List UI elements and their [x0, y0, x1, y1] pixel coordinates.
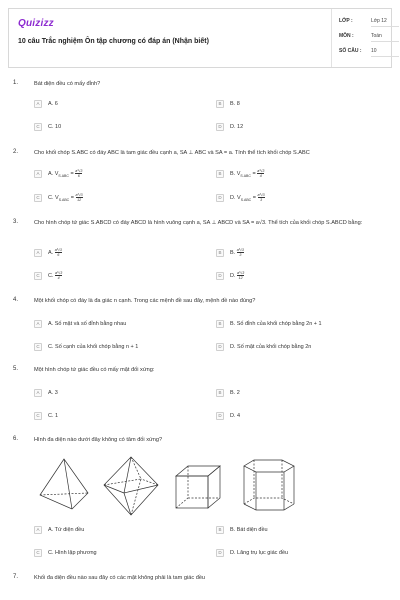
class-label: LỚP :: [339, 18, 353, 24]
fraction: $\frac{\text{a³√3}}{4}$: [55, 271, 63, 280]
question-number: 6.: [13, 436, 19, 442]
option-letter: D: [216, 412, 224, 420]
option-text: C. Số cạnh của khối chóp bằng n + 1: [48, 343, 139, 350]
q1-option-b[interactable]: [216, 98, 240, 109]
subject-value: Toán: [371, 33, 382, 39]
class-underline: [371, 26, 399, 27]
q6-option-b[interactable]: [216, 524, 268, 535]
option-letter: C: [34, 272, 42, 280]
count-label: SỐ CÂU :: [339, 48, 362, 54]
option-letter: D: [216, 194, 224, 202]
option-letter: C: [34, 549, 42, 557]
option-text: C. $V_{S.ABC}$ = $\frac{\text{a³√3}}{12}$: [48, 192, 83, 203]
option-text: B. $V_{S.ABC}$ = $\frac{\text{a³√3}}{4}$: [230, 168, 265, 179]
option-text: C. 10: [48, 123, 62, 130]
q1-option-c[interactable]: [34, 121, 61, 132]
option-text: C. Hình lập phương: [48, 549, 97, 556]
quizizz-logo: Quizizz: [18, 18, 54, 29]
q2-option-d[interactable]: [216, 192, 265, 203]
question-text: Cho khối chóp S.ABC có đáy ABC là tam giác đều cạnh a, SA ⊥ ABC và SA = a. Tính thể tích khối chóp S.ABC: [34, 150, 310, 156]
question-number: 3.: [13, 219, 19, 225]
option-text: C. 1: [48, 412, 59, 419]
option-text: B. Bát diện đều: [230, 526, 268, 533]
option-text: B. 2: [230, 389, 240, 396]
option-letter: C: [34, 123, 42, 131]
option-text: D. $\frac{\text{a³√3}}{12}$: [230, 271, 245, 280]
fraction: $\frac{\text{a³√3}}{12}$: [75, 192, 83, 202]
q4-option-a[interactable]: [34, 318, 126, 329]
option-text: A. $V_{S.ABC}$ = $\frac{\text{a³√3}}{6}$: [48, 168, 83, 179]
option-letter: B: [216, 249, 224, 257]
q5-option-b[interactable]: [216, 387, 240, 398]
q5-option-a[interactable]: [34, 387, 58, 398]
q2-option-b[interactable]: [216, 168, 264, 179]
option-letter: A: [34, 249, 42, 257]
question-text: Cho hình chóp tứ giác S.ABCD có đáy ABCD là hình vuông cạnh a, SA ⊥ ABCD và SA = a√3. Thể tích của khối chóp S.ABCD bằng:: [34, 220, 363, 226]
q6-option-c[interactable]: [34, 547, 97, 558]
q3-option-c[interactable]: [34, 270, 62, 281]
question-text: Một hình chóp tứ giác đều có mấy mặt đối xứng:: [34, 367, 155, 373]
q4-option-d[interactable]: [216, 341, 311, 352]
q3-option-b[interactable]: [216, 247, 244, 258]
option-letter: D: [216, 549, 224, 557]
q4-option-c[interactable]: [34, 341, 138, 352]
question-text: Khối đa diện đều nào sau đây có các mặt không phải là tam giác đều: [34, 575, 206, 581]
option-letter: B: [216, 389, 224, 397]
option-letter: A: [34, 389, 42, 397]
option-text: C. $\frac{\text{a³√3}}{4}$: [48, 271, 63, 280]
q1-option-d[interactable]: [216, 121, 243, 132]
q3-option-a[interactable]: [34, 247, 62, 258]
fraction: $\frac{\text{a³√3}}{6}$: [54, 248, 62, 257]
option-text: A. 3: [48, 389, 58, 396]
subject-underline: [371, 41, 399, 42]
count-underline: [371, 56, 399, 57]
question-text: Hình đa diện nào dưới đây không có tâm đối xứng?: [34, 437, 163, 443]
option-letter: A: [34, 170, 42, 178]
cube-figure: [172, 462, 224, 514]
option-text: D. $V_{S.ABC}$ = $\frac{\text{a³√3}}{3}$: [230, 192, 265, 203]
subject-label: MÔN :: [339, 33, 354, 39]
question-number: 5.: [13, 366, 19, 372]
hexagonal-prism-figure: [240, 456, 300, 518]
q5-option-d[interactable]: [216, 410, 240, 421]
q6-option-a[interactable]: [34, 524, 84, 535]
header-divider: [331, 9, 332, 67]
question-text: Một khối chóp có đáy là đa giác n cạnh. Trong các mệnh đề sau đây, mệnh đề nào đúng?: [34, 298, 256, 304]
option-letter: C: [34, 343, 42, 351]
option-text: A. Tứ diện đều: [48, 526, 85, 533]
option-letter: C: [34, 412, 42, 420]
option-text: B. Số đỉnh của khối chóp bằng 2n + 1: [230, 320, 322, 327]
question-number: 7.: [13, 574, 19, 580]
option-letter: B: [216, 100, 224, 108]
option-text: D. Số mặt của khối chóp bằng 2n: [230, 343, 312, 350]
octahedron-figure: [96, 455, 166, 517]
worksheet-header: [8, 8, 392, 68]
fraction: $\frac{\text{a³√3}}{4}$: [257, 168, 265, 178]
q2-option-c[interactable]: [34, 192, 83, 203]
count-value: 10: [371, 48, 377, 54]
fraction: $\frac{\text{a³√3}}{3}$: [236, 248, 244, 257]
fraction: $\frac{\text{a³√3}}{3}$: [257, 192, 265, 202]
option-text: D. Lăng trụ lục giác đều: [230, 549, 289, 556]
option-letter: B: [216, 526, 224, 534]
option-letter: A: [34, 526, 42, 534]
option-letter: A: [34, 100, 42, 108]
question-text: Bát diện đều có mấy đỉnh?: [34, 81, 101, 87]
option-letter: D: [216, 272, 224, 280]
option-text: D. 4: [230, 412, 241, 419]
option-letter: B: [216, 320, 224, 328]
fraction: $\frac{\text{a³√3}}{12}$: [237, 271, 245, 280]
tetrahedron-figure: [34, 455, 94, 515]
question-number: 4.: [13, 297, 19, 303]
q2-option-a[interactable]: [34, 168, 82, 179]
question-number: 2.: [13, 149, 19, 155]
class-value: Lớp 12: [371, 18, 387, 24]
page-title: 10 câu Trắc nghiệm Ôn tập chương có đáp án (Nhận biết): [18, 38, 209, 45]
option-text: D. 12: [230, 123, 244, 130]
option-text: A. 6: [48, 100, 58, 107]
option-text: B. 8: [230, 100, 240, 107]
option-text: A. Số mặt và số đỉnh bằng nhau: [48, 320, 127, 327]
fraction: $\frac{\text{a³√3}}{6}$: [75, 168, 83, 178]
q4-option-b[interactable]: [216, 318, 322, 329]
option-letter: A: [34, 320, 42, 328]
option-text: B. $\frac{\text{a³√3}}{3}$: [230, 248, 244, 257]
q3-option-d[interactable]: [216, 270, 244, 281]
option-letter: D: [216, 343, 224, 351]
option-letter: C: [34, 194, 42, 202]
option-letter: D: [216, 123, 224, 131]
option-text: A. $\frac{\text{a³√3}}{6}$: [48, 248, 62, 257]
q1-option-a[interactable]: [34, 98, 58, 109]
question-number: 1.: [13, 80, 19, 86]
option-letter: B: [216, 170, 224, 178]
q6-option-d[interactable]: [216, 547, 288, 558]
q5-option-c[interactable]: [34, 410, 58, 421]
